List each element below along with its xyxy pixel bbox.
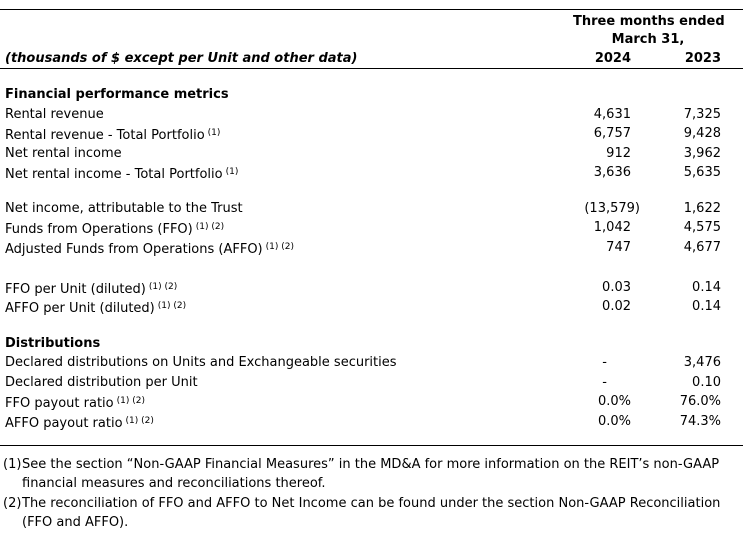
value-2024 xyxy=(541,334,631,354)
table-caption: (thousands of $ except per Unit and other data) xyxy=(5,51,358,66)
table-row xyxy=(0,297,743,317)
row-label-text: Net rental income xyxy=(5,145,122,161)
footnote-reference: (1) (2) xyxy=(265,241,294,252)
table-body xyxy=(0,69,743,431)
row-label xyxy=(5,85,541,105)
table-row xyxy=(0,353,743,373)
row-label xyxy=(5,297,541,319)
value-2024: 3,636 xyxy=(593,165,631,180)
value-2023: 4,575 xyxy=(683,220,721,235)
footnote-marker: (2) xyxy=(3,495,22,511)
row-label-text: AFFO per Unit (diluted) xyxy=(5,301,155,316)
table-row xyxy=(0,412,743,432)
footnote xyxy=(3,494,743,533)
row-label xyxy=(5,218,541,240)
value-2024: 0.0% xyxy=(597,413,631,429)
footnote-reference: (1) xyxy=(207,128,221,138)
column-header-2023: 2023 xyxy=(684,51,721,66)
row-label xyxy=(5,199,541,219)
row-label xyxy=(5,334,541,354)
value-2024: 0.0% xyxy=(597,394,631,409)
value-2024: - xyxy=(602,355,607,370)
row-label-text: Declared distributions on Units and Exchangeable securities xyxy=(5,355,397,370)
table-row xyxy=(0,199,743,219)
value-2023: 3,962 xyxy=(683,145,721,161)
row-label-text: Rental revenue xyxy=(5,106,104,122)
column-header-row xyxy=(0,49,743,68)
value-2023: 0.14 xyxy=(692,279,721,295)
row-label xyxy=(5,412,541,434)
footnote-reference: (1) (2) xyxy=(116,396,145,406)
value-2024: (13,579) xyxy=(584,200,640,216)
value-2023: 4,677 xyxy=(683,239,721,255)
period-line1: Three months ended xyxy=(573,14,725,29)
value-2024: 912 xyxy=(606,145,631,161)
footnote-reference: (1) (2) xyxy=(157,301,187,311)
row-label-text: AFFO payout ratio xyxy=(5,415,123,431)
row-label xyxy=(5,105,541,125)
value-2023 xyxy=(631,85,721,105)
value-2024: 0.02 xyxy=(602,299,631,314)
section-header-row xyxy=(0,334,743,354)
table-row xyxy=(0,373,743,393)
value-2024: 6,757 xyxy=(593,126,631,141)
value-2024: 747 xyxy=(606,239,631,255)
footnote-marker: (1) xyxy=(3,456,22,472)
value-2023: 76.0% xyxy=(679,394,721,409)
value-2024 xyxy=(541,85,631,105)
value-2023: 1,622 xyxy=(683,200,721,216)
footnote-line: financial measures and reconciliations thereof. xyxy=(22,476,326,491)
row-label-text: Distributions xyxy=(5,335,101,351)
table-row xyxy=(0,392,743,412)
row-label xyxy=(5,144,541,164)
footnote-reference: (1) (2) xyxy=(125,415,154,426)
row-label xyxy=(5,124,541,146)
value-2024: 0.03 xyxy=(602,279,631,295)
value-2023: 7,325 xyxy=(683,106,721,122)
section-header-row xyxy=(0,85,743,105)
value-2024: 1,042 xyxy=(593,220,631,235)
footnote xyxy=(3,455,743,494)
value-2024: - xyxy=(602,374,607,390)
row-label xyxy=(5,373,541,393)
row-label-text: Declared distribution per Unit xyxy=(5,374,198,390)
row-label-text: Adjusted Funds from Operations (AFFO) xyxy=(5,241,263,257)
period-header xyxy=(573,10,723,49)
value-2023: 74.3% xyxy=(679,413,721,429)
row-label xyxy=(5,278,541,300)
row-label xyxy=(5,392,541,414)
value-2023: 3,476 xyxy=(683,355,721,370)
row-label-text: Financial performance metrics xyxy=(5,87,229,102)
footnote-line: The reconciliation of FFO and AFFO to Net Income can be found under the section Non-GAAP Reconciliation xyxy=(22,495,721,511)
row-label-text: FFO payout ratio xyxy=(5,396,114,411)
table-row xyxy=(0,278,743,298)
value-2023: 5,635 xyxy=(683,165,721,180)
value-2023: 9,428 xyxy=(683,126,721,141)
footnote-reference: (1) (2) xyxy=(148,281,178,292)
footnote-text xyxy=(22,494,743,533)
row-label-text: Rental revenue - Total Portfolio xyxy=(5,128,205,143)
table-row xyxy=(0,144,743,164)
value-2023: 0.14 xyxy=(692,299,721,314)
value-2024: 4,631 xyxy=(593,106,631,122)
footnote-line: See the section “Non-GAAP Financial Measures” in the MD&A for more information on the REIT’s non-GAAP xyxy=(22,456,720,472)
footnote-text xyxy=(22,455,743,494)
period-line2: March 31, xyxy=(611,32,685,47)
footnote-line: (FFO and AFFO). xyxy=(22,515,129,530)
row-label xyxy=(5,163,541,185)
section-spacer xyxy=(0,183,743,199)
column-header-2024: 2024 xyxy=(594,51,631,66)
table-row xyxy=(0,124,743,144)
section-spacer xyxy=(0,317,743,334)
row-label-text: Net rental income - Total Portfolio xyxy=(5,167,223,182)
table-row xyxy=(0,238,743,258)
table-row xyxy=(0,105,743,125)
table-header xyxy=(0,10,743,69)
table-row xyxy=(0,163,743,183)
footnote-reference: (1) (2) xyxy=(195,222,225,232)
row-label xyxy=(5,238,541,260)
table-row xyxy=(0,218,743,238)
value-2023 xyxy=(631,334,721,354)
footnotes xyxy=(0,446,743,533)
row-label-text: Net income, attributable to the Trust xyxy=(5,200,243,216)
footnote-reference: (1) xyxy=(225,167,239,177)
row-label-text: Funds from Operations (FFO) xyxy=(5,222,193,237)
row-label xyxy=(5,353,541,373)
section-spacer xyxy=(0,257,743,278)
row-label-text: FFO per Unit (diluted) xyxy=(5,281,146,297)
value-2023: 0.10 xyxy=(692,374,721,390)
